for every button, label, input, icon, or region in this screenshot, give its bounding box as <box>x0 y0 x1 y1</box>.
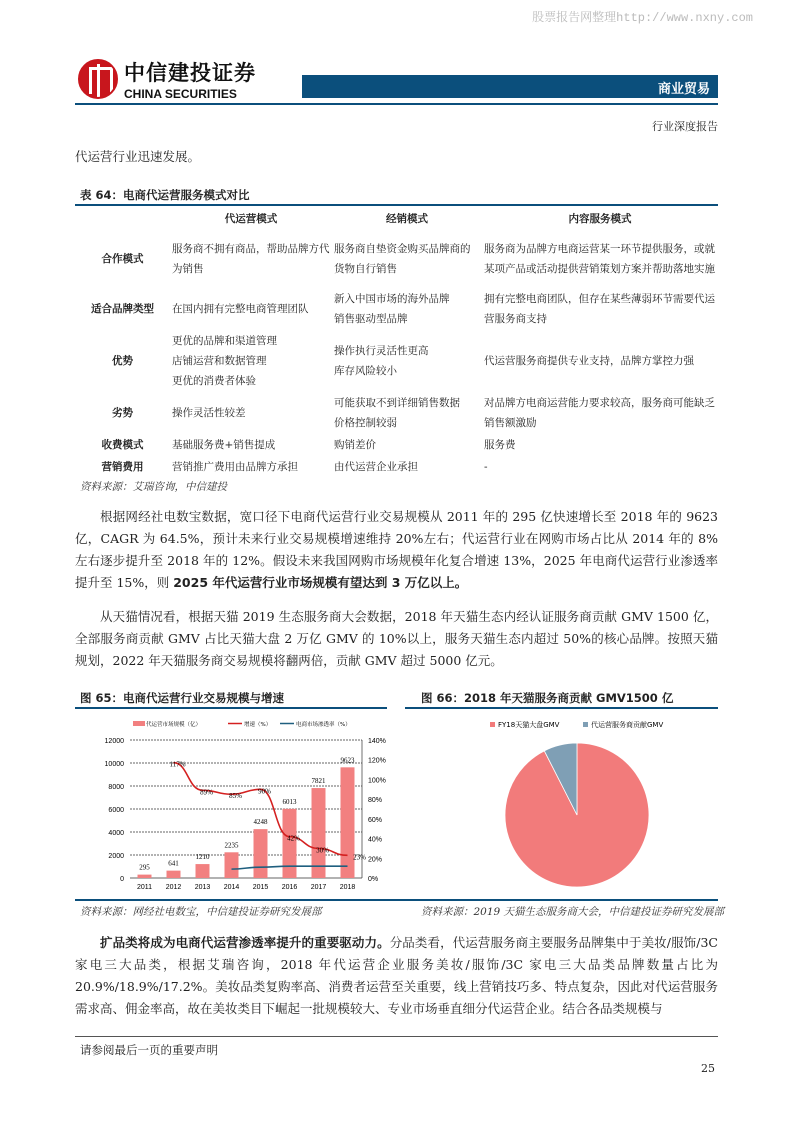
table-cell: 操作执行灵活性更高 库存风险较小 <box>334 345 429 377</box>
y2-tick-label: 40% <box>368 836 383 844</box>
table-row <box>75 288 718 330</box>
bar <box>312 788 326 878</box>
fig66-caption: 图 66：2018 年天猫服务商贡献 GMV1500 亿 <box>421 691 674 705</box>
table-cell: 更优的品牌和渠道管理 店铺运营和数据管理 更优的消费者体验 <box>172 335 277 387</box>
y-tick-label: 6000 <box>108 807 124 814</box>
report-type: 行业深度报告 <box>652 120 718 133</box>
col-header: 代运营模式 <box>224 213 278 225</box>
table-header-row <box>75 208 718 230</box>
x-tick-label: 2011 <box>136 884 153 891</box>
legend-swatch <box>583 722 588 727</box>
bar <box>138 875 152 878</box>
line-label: 42% <box>287 834 300 843</box>
table-cell: 服务商为品牌方电商运营某一环节提供服务，或就某项产品或活动提供营销策划方案并帮助落地实施 <box>484 243 715 275</box>
legend-swatch <box>490 722 495 727</box>
bar <box>283 809 297 878</box>
fig-bottom-rule <box>75 899 718 901</box>
table-cell: 服务商不拥有商品，帮助品牌方代为销售 <box>172 243 330 275</box>
x-tick-label: 2014 <box>223 884 240 891</box>
logo-cn: 中信建投证券 <box>124 61 256 85</box>
table-row <box>75 392 718 434</box>
row-header: 收费模式 <box>101 439 144 451</box>
col-header: 经销模式 <box>386 213 428 225</box>
table-cell: 可能获取不到详细销售数据 价格控制较弱 <box>334 397 460 429</box>
company-logo <box>78 57 256 101</box>
citic-seal-icon <box>78 59 118 99</box>
table-cell: 拥有完整电商团队，但存在某些薄弱环节需要代运营服务商支持 <box>484 293 715 325</box>
legend-label: FY18天猫大盘GMV <box>498 721 560 729</box>
bar-label: 4248 <box>253 818 268 827</box>
bar-label: 6013 <box>282 797 297 806</box>
fig65-source: 资料来源：网经社电数宝，中信建投证券研究发展部 <box>80 906 322 918</box>
y2-tick-label: 60% <box>368 816 383 824</box>
sector-banner: 商业贸易 <box>302 75 718 98</box>
y-tick-label: 8000 <box>108 784 124 791</box>
y-tick-label: 4000 <box>108 830 124 837</box>
line-label: 85% <box>229 792 242 801</box>
footer-disclaimer: 请参阅最后一页的重要声明 <box>80 1043 218 1057</box>
legend-label: 增速（%） <box>244 722 272 728</box>
fig65-rule <box>75 707 387 709</box>
table-row <box>75 230 718 288</box>
table-cell: 基础服务费+销售提成 <box>172 439 276 451</box>
fig66-rule <box>405 707 718 709</box>
bar-label: 295 <box>139 863 150 872</box>
col-header: 内容服务模式 <box>568 213 632 225</box>
line-label: 89% <box>200 788 213 797</box>
paragraph-tmall: 从天猫情况看，根据天猫 2019 生态服务商大会数据，2018 年天猫生态内经认证服务商贡献 GMV 1500 亿，全部服务商贡献 GMV 占比天猫大盘 2 万亿 GMV 的 10%以上，服务天猫生态内超过 50%的核心品牌。按照天猫规划，2022 年天猫服务商交易规模将翻两倍，贡献 GMV 超过 5000 亿元。 <box>75 609 718 668</box>
y-tick-label: 10000 <box>104 761 124 768</box>
paragraph-categories <box>75 932 718 1020</box>
row-header: 优势 <box>112 355 133 367</box>
table-cell: 在国内拥有完整电商管理团队 <box>172 303 309 315</box>
row-header: 适合品牌类型 <box>91 303 154 315</box>
line-label: 23% <box>353 853 366 862</box>
line-label: 117% <box>169 760 186 769</box>
bar <box>167 871 181 878</box>
logo-en: CHINA SECURITIES <box>124 87 237 101</box>
bar-label: 2235 <box>224 841 239 850</box>
y-tick-label: 0 <box>120 876 124 883</box>
table-cell: 营销推广费用由品牌方承担 <box>172 461 298 473</box>
x-tick-label: 2015 <box>252 884 269 891</box>
bar-label: 9623 <box>340 756 355 765</box>
table-cell: 新入中国市场的海外品牌 销售驱动型品牌 <box>334 293 450 325</box>
fig65-caption: 图 65：电商代运营行业交易规模与增速 <box>80 691 285 705</box>
table-row <box>75 330 718 392</box>
y2-tick-label: 20% <box>368 856 383 864</box>
bar-label: 641 <box>168 859 179 868</box>
legend-label: 代运营市场规模（亿） <box>146 722 202 728</box>
bar <box>341 767 355 878</box>
table-caption: 表 64：电商代运营服务模式对比 <box>80 188 250 202</box>
row-header: 合作模式 <box>101 253 144 265</box>
table-cell: 操作灵活性较差 <box>172 407 246 419</box>
watermark: 股票报告网整理http://www.nxny.com <box>532 11 753 25</box>
col-header <box>75 208 170 230</box>
x-tick-label: 2017 <box>310 884 327 891</box>
fig66-source: 资料来源：2019 天猫生态服务商大会，中信建投证券研究发展部 <box>421 906 725 918</box>
x-tick-label: 2016 <box>281 884 298 891</box>
table-cell: 由代运营企业承担 <box>334 461 418 473</box>
comparison-table <box>75 208 718 478</box>
table-cell: 服务费 <box>484 439 516 451</box>
y2-tick-label: 80% <box>368 797 383 805</box>
table-cell: 代运营服务商提供专业支持，品牌方掌控力强 <box>484 355 694 367</box>
table-rule <box>75 204 718 206</box>
bar-label: 7821 <box>311 777 326 786</box>
x-tick-label: 2013 <box>194 884 211 891</box>
x-tick-label: 2018 <box>339 884 356 891</box>
row-header: 营销费用 <box>101 461 144 473</box>
bar <box>225 852 239 878</box>
legend-label: 代运营服务商贡献GMV <box>591 721 664 729</box>
y2-tick-label: 100% <box>368 777 386 785</box>
y2-tick-label: 0% <box>368 876 379 883</box>
table-row <box>75 434 718 456</box>
table-row <box>75 456 718 478</box>
legend-label: 电商市场渗透率（%） <box>296 722 351 728</box>
para-text: 根据网经社电数宝数据，宽口径下电商代运营行业交易规模从 2011 年的 295 亿快速增长至 2018 年的 9623 亿，CAGR 为 64.5%，预计未来行业交易规模增速维持 20%左右；代运营行业在网购市场占比从 2014 年的 8%左右逐步提升至 2018 年的 12%。假设未来我国网购市场规模年化复合增速 13%，2025 年电商代运营行业渗透率提升至 15%，则 <box>75 509 718 590</box>
bar <box>196 864 210 878</box>
intro-text: 代运营行业迅速发展。 <box>75 149 201 164</box>
footer-rule <box>75 1036 718 1037</box>
market-size-chart <box>78 712 398 897</box>
row-header: 劣势 <box>112 407 133 419</box>
para-text: 分品类看，代运营服务商主要服务品牌集中于美妆/服饰/3C 家电三大品类，根据艾瑞咨询，2018 年代运营企业服务美妆/服饰/3C 家电三大品类品牌数量占比为 20.9%/18.9%/17.2%。美妆品类复购率高、消费者运营至关重要，线上营销技巧多、特点复杂，因此对代运营服务需求高、佣金率高，故在美妆类目下崛起一批规模较大、专业市场垂直细分代运营企业。结合各品类规模与 <box>75 935 718 1016</box>
para-bold: 扩品类将成为电商代运营渗透率提升的重要驱动力。 <box>100 935 390 950</box>
page-number: 25 <box>701 1062 715 1075</box>
line-label: 90% <box>258 787 271 796</box>
line-label: 30% <box>316 846 329 855</box>
x-tick-label: 2012 <box>165 884 182 891</box>
tmall-gmv-pie-chart <box>405 712 718 897</box>
paragraph-market-size <box>75 506 718 594</box>
y2-tick-label: 120% <box>368 757 386 765</box>
y2-tick-label: 140% <box>368 738 386 745</box>
table-source: 资料来源：艾瑞咨询，中信建投 <box>80 481 227 493</box>
bar <box>254 829 268 878</box>
y-tick-label: 2000 <box>108 853 124 860</box>
para-bold: 2025 年代运营行业市场规模有望达到 3 万亿以上。 <box>173 575 468 590</box>
y-tick-label: 12000 <box>104 738 124 745</box>
bar-label: 1210 <box>195 853 210 862</box>
legend-swatch <box>133 721 145 726</box>
table-cell: 对品牌方电商运营能力要求较高，服务商可能缺乏销售额激励 <box>484 397 715 429</box>
table-cell: 购销差价 <box>334 439 376 451</box>
header-rule <box>75 103 718 105</box>
table-cell: 服务商自垫资金购买品牌商的货物自行销售 <box>334 243 471 275</box>
table-cell: - <box>484 461 488 473</box>
